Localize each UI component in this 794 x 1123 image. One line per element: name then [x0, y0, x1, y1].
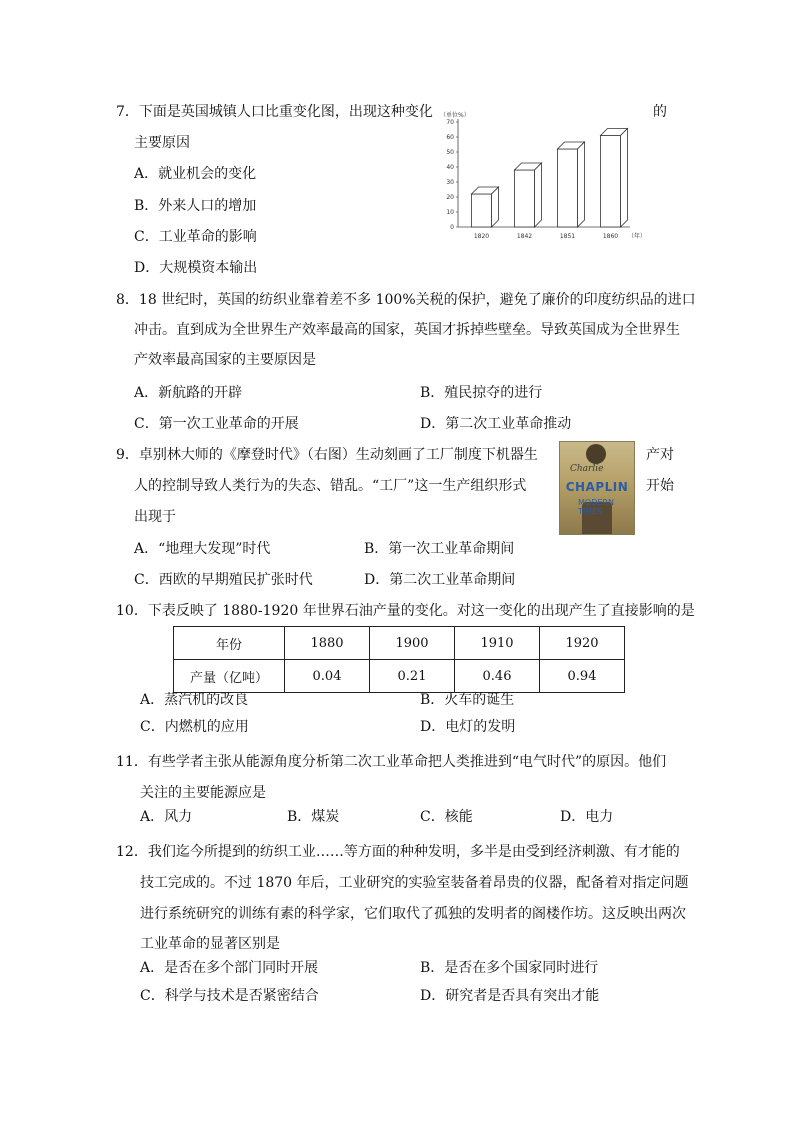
poster-title: CHAPLIN — [565, 480, 629, 494]
table-cell: 0.94 — [540, 660, 625, 693]
x-tick-label: 1860 — [602, 233, 619, 240]
y-tick-label: 20 — [446, 194, 454, 201]
chart-bar — [472, 194, 492, 227]
chart-unit-label: （单位%） — [440, 112, 470, 119]
y-tick-label: 40 — [446, 164, 454, 171]
q7-stem-tail: 的 — [653, 104, 667, 120]
q9-option-a: A．“地理大发现”时代 — [134, 541, 271, 557]
y-tick-label: 30 — [446, 179, 454, 186]
x-tick-label: 1842 — [516, 233, 533, 240]
q9-stem-line2: 人的控制导致人类行为的失态、错乱。“工厂”这一生产组织形式 — [134, 478, 527, 494]
q9-stem-line3: 出现于 — [134, 509, 176, 525]
oil-production-table — [173, 626, 625, 693]
q8-stem-line1: 8．18 世纪时，英国的纺织业靠着差不多 100%关税的保护，避免了廉价的印度纺织品的进口 — [116, 292, 696, 308]
q7-option-d: D．大规模资本输出 — [134, 260, 258, 276]
q12-option-b: B．是否在多个国家同时进行 — [420, 960, 599, 976]
q10-option-b: B．火车的诞生 — [420, 692, 515, 708]
poster-film: MODERN TIMES — [578, 498, 614, 516]
table-cell: 1900 — [370, 627, 455, 660]
q7-option-a: A．就业机会的变化 — [134, 166, 257, 182]
q10-option-c: C．内燃机的应用 — [140, 719, 249, 735]
chart-x-unit: （年） — [628, 233, 647, 240]
urban-population-chart — [436, 110, 648, 246]
x-tick-label: 1851 — [559, 233, 576, 240]
q12-stem-line3: 进行系统研究的训练有素的科学家，它们取代了孤独的发明者的阁楼作坊。这反映出两次 — [140, 906, 686, 922]
q8-option-d: D．第二次工业革命推动 — [420, 416, 572, 432]
chart-bar — [601, 136, 621, 228]
q7-stem-line1: 7．下面是英国城镇人口比重变化图，出现这种变化 — [116, 104, 433, 120]
q8-option-b: B．殖民掠夺的进行 — [420, 385, 543, 401]
table-cell: 1910 — [455, 627, 540, 660]
q12-stem-line4: 工业革命的显著区别是 — [140, 936, 280, 952]
table-row — [174, 660, 625, 693]
modern-times-poster — [559, 441, 635, 535]
q12-stem-line1: 12．我们迄今所提到的纺织工业……等方面的种种发明，多半是由受到经济刺激、有才能的 — [116, 844, 680, 860]
poster-name: Charlie — [570, 464, 604, 474]
q9-option-d: D．第二次工业革命期间 — [364, 572, 516, 588]
table-cell: 0.21 — [370, 660, 455, 693]
q8-option-a: A．新航路的开辟 — [134, 385, 243, 401]
q9-stem-line1: 9．卓别林大师的《摩登时代》（右图）生动刻画了工厂制度下机器生 — [116, 447, 538, 463]
y-tick-label: 60 — [446, 134, 454, 141]
q8-option-c: C．第一次工业革命的开展 — [134, 416, 299, 432]
chart-bar-side — [621, 129, 628, 228]
chart-bar-side — [578, 142, 585, 227]
q7-option-c: C．工业革命的影响 — [134, 229, 257, 245]
q11-stem-line1: 11．有些学者主张从能源角度分析第二次工业革命把人类推进到“电气时代”的原因。他们 — [116, 754, 667, 770]
table-cell: 产量（亿吨） — [174, 660, 285, 693]
q12-option-a: A．是否在多个部门同时开展 — [140, 960, 319, 976]
table-header-row — [174, 627, 625, 660]
x-tick-label: 1820 — [473, 233, 490, 240]
chart-bar — [515, 170, 535, 227]
table-cell: 0.04 — [285, 660, 370, 693]
q10-option-a: A．蒸汽机的改良 — [140, 692, 249, 708]
table-cell: 年份 — [174, 627, 285, 660]
table-cell: 1880 — [285, 627, 370, 660]
table-cell: 1920 — [540, 627, 625, 660]
q9-stem-line1-tail: 产对 — [646, 447, 674, 463]
q10-stem: 10．下表反映了 1880-1920 年世界石油产量的变化。对这一变化的出现产生了直接影响的是 — [116, 603, 695, 619]
y-tick-label: 10 — [446, 209, 454, 216]
q10-option-d: D．电灯的发明 — [420, 719, 516, 735]
chart-bar — [558, 149, 578, 227]
q9-option-c: C．西欧的早期殖民扩张时代 — [134, 572, 313, 588]
q11-option-a: A．风力 — [140, 809, 193, 825]
y-tick-label: 0 — [450, 224, 454, 231]
q11-option-d: D．电力 — [560, 809, 614, 825]
y-tick-label: 50 — [446, 149, 454, 156]
chart-bar-side — [535, 163, 542, 227]
q12-stem-line2: 技工完成的。不过 1870 年后，工业研究的实验室装备着昂贵的仪器，配备着对指定问题 — [140, 875, 689, 891]
q8-stem-line3: 产效率最高国家的主要原因是 — [134, 352, 316, 368]
q8-stem-line2: 冲击。直到成为全世界生产效率最高的国家，英国才拆掉些壁垒。导致英国成为全世界生 — [134, 322, 680, 338]
q9-option-b: B．第一次工业革命期间 — [364, 541, 515, 557]
chart-bar-side — [492, 187, 499, 227]
q7-stem-line2: 主要原因 — [134, 135, 190, 151]
table-cell: 0.46 — [455, 660, 540, 693]
y-tick-label: 70 — [446, 119, 454, 126]
q11-option-c: C．核能 — [420, 809, 473, 825]
poster-figure-head — [586, 444, 606, 464]
q11-stem-line2: 关注的主要能源应是 — [140, 785, 266, 801]
q9-stem-line2-tail: 开始 — [646, 478, 674, 494]
q12-option-c: C．科学与技术是否紧密结合 — [140, 988, 319, 1004]
q12-option-d: D．研究者是否具有突出才能 — [420, 988, 600, 1004]
q11-option-b: B．煤炭 — [287, 809, 340, 825]
q7-option-b: B．外来人口的增加 — [134, 198, 257, 214]
